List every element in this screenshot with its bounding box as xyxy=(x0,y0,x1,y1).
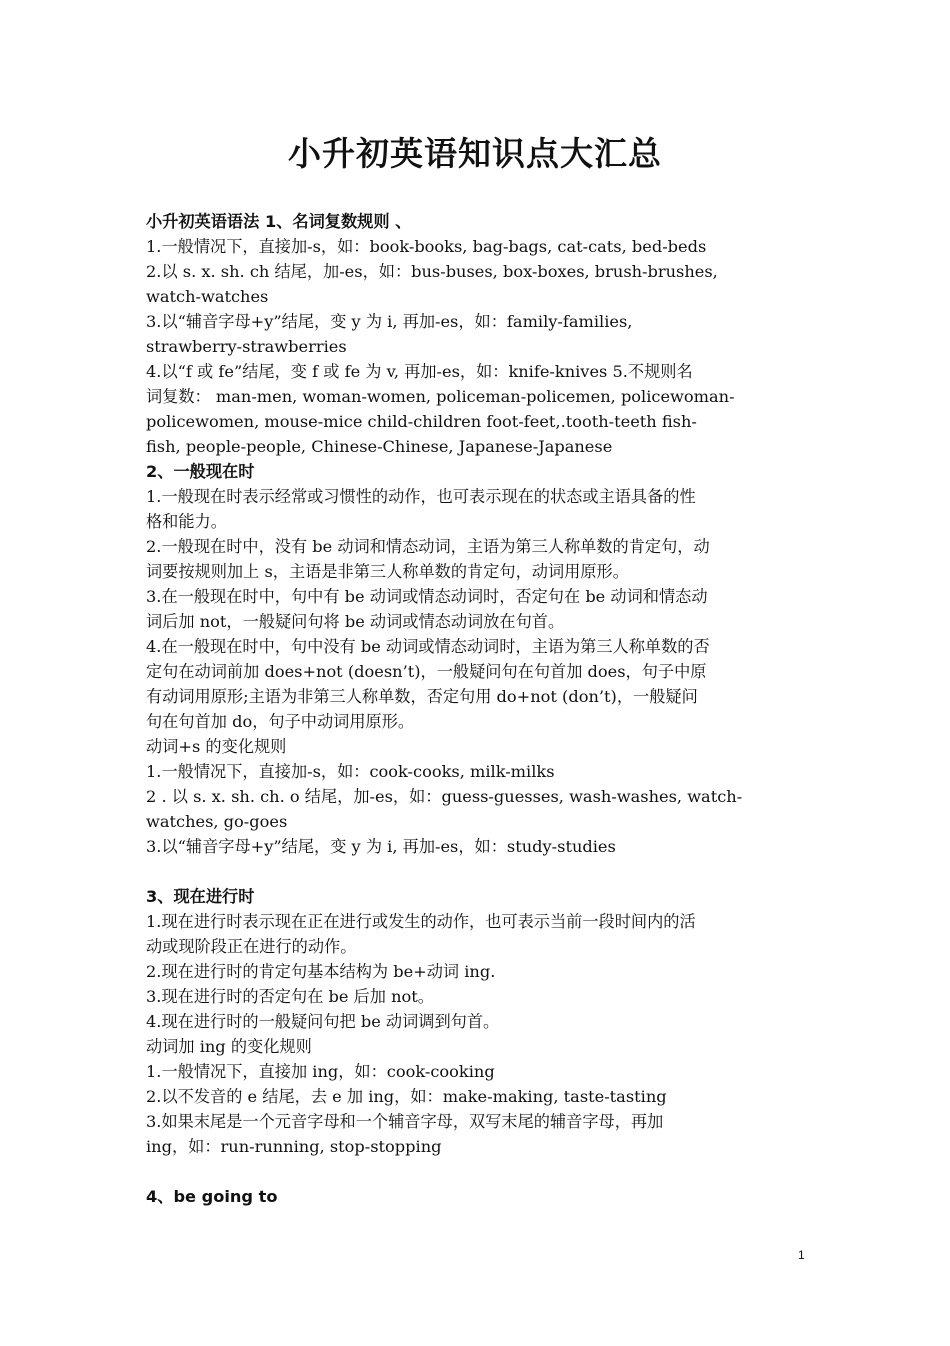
document-title: 小升初英语知识点大汇总 xyxy=(288,134,662,173)
text-line: watch-watches xyxy=(146,287,269,306)
text-line: 动或现阶段正在进行的动作。 xyxy=(146,937,357,956)
blank-line xyxy=(146,1159,818,1184)
page-number: 1 xyxy=(798,1248,805,1262)
text-line: strawberry-strawberries xyxy=(146,337,347,356)
text-line: 词要按规则加上 s，主语是非第三人称单数的肯定句，动词用原形。 xyxy=(146,562,629,581)
text-line: 4.在一般现在时中，句中没有 be 动词或情态动词时，主语为第三人称单数的否 xyxy=(146,637,710,656)
text-line: 2.现在进行时的肯定句基本结构为 be+动词 ing. xyxy=(146,962,496,981)
text-line: 3.现在进行时的否定句在 be 后加 not。 xyxy=(146,987,434,1006)
text-line: 1.现在进行时表示现在正在进行或发生的动作，也可表示当前一段时间内的活 xyxy=(146,912,696,931)
text-line: 1.一般情况下，直接加 ing，如：cook-cooking xyxy=(146,1062,495,1081)
text-line: 1.一般情况下，直接加-s，如：book-books, bag-bags, cat-cats, bed-beds xyxy=(146,237,707,256)
text-line: 2.以不发音的 e 结尾，去 e 加 ing，如：make-making, taste-tasting xyxy=(146,1087,667,1106)
text-line: 3.在一般现在时中，句中有 be 动词或情态动词时，否定句在 be 动词和情态动 xyxy=(146,587,708,606)
text-line: watches, go-goes xyxy=(146,812,288,831)
text-line: 词复数： man-men, woman-women, policeman-policemen, policewoman- xyxy=(146,387,735,406)
text-line: 动词加 ing 的变化规则 xyxy=(146,1037,312,1056)
text-line: 4.现在进行时的一般疑问句把 be 动词调到句首。 xyxy=(146,1012,500,1031)
text-line: 3.如果末尾是一个元音字母和一个辅音字母，双写末尾的辅音字母，再加 xyxy=(146,1112,664,1131)
blank-line xyxy=(146,859,818,884)
text-line: policewomen, mouse-mice child-children foot-feet,.tooth-teeth fish- xyxy=(146,412,697,431)
text-line: 1.一般现在时表示经常或习惯性的动作，也可表示现在的状态或主语具备的性 xyxy=(146,487,696,506)
text-line: 3.以“辅音字母+y”结尾，变 y 为 i, 再加-es，如：study-studies xyxy=(146,837,616,856)
text-line: 3.以“辅音字母+y”结尾，变 y 为 i, 再加-es，如：family-families, xyxy=(146,312,633,331)
text-line: 定句在动词前加 does+not (doesn’t)，一般疑问句在句首加 does，句子中原 xyxy=(146,662,707,681)
text-line: 2.一般现在时中，没有 be 动词和情态动词，主语为第三人称单数的肯定句，动 xyxy=(146,537,710,556)
document-body xyxy=(146,209,818,1209)
text-line: 2.以 s. x. sh. ch 结尾，加-es，如：bus-buses, box-boxes, brush-brushes, xyxy=(146,262,718,281)
text-line: 动词+s 的变化规则 xyxy=(146,737,287,756)
section-heading: 2、一般现在时 xyxy=(146,462,255,481)
text-line: 词后加 not，一般疑问句将 be 动词或情态动词放在句首。 xyxy=(146,612,565,631)
text-line: 有动词用原形;主语为非第三人称单数，否定句用 do+not (don’t)，一般疑问 xyxy=(146,687,698,706)
section-heading: 4、be going to xyxy=(146,1187,278,1206)
text-line: 4.以“f 或 fe”结尾，变 f 或 fe 为 v, 再加-es，如：knife-knives 5.不规则名 xyxy=(146,362,693,381)
text-line: 2 . 以 s. x. sh. ch. o 结尾，加-es，如：guess-guesses, wash-washes, watch- xyxy=(146,787,743,806)
text-line: fish, people-people, Chinese-Chinese, Japanese-Japanese xyxy=(146,437,613,456)
text-line: 1.一般情况下，直接加-s，如：cook-cooks, milk-milks xyxy=(146,762,555,781)
section-heading: 小升初英语语法 1、名词复数规则 、 xyxy=(146,212,412,231)
text-line: ing，如：run-running, stop-stopping xyxy=(146,1137,442,1156)
text-line: 句在句首加 do，句子中动词用原形。 xyxy=(146,712,415,731)
section-heading: 3、现在进行时 xyxy=(146,887,255,906)
text-line: 格和能力。 xyxy=(146,512,227,531)
